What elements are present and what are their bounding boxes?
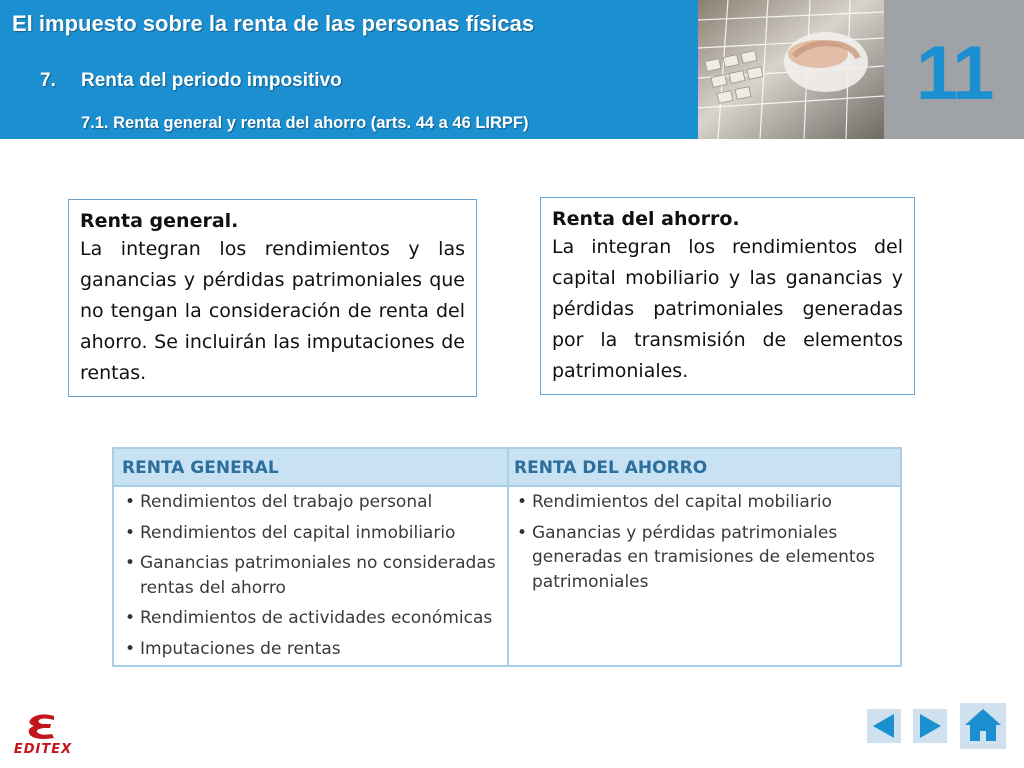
ahorro-items-list [514, 490, 892, 600]
list-item: • Imputaciones de rentas [122, 637, 502, 662]
triangle-right-icon [913, 709, 947, 743]
page-title: El impuesto sobre la renta de las personas físicas [12, 11, 535, 36]
renta-ahorro-title: Renta del ahorro. [552, 208, 740, 230]
home-button[interactable] [960, 703, 1006, 749]
list-item: • Rendimientos del trabajo personal [122, 490, 502, 515]
list-item: • Ganancias patrimoniales no consideradas rentas del ahorro [122, 551, 502, 600]
editex-logo [10, 712, 76, 760]
triangle-left-icon [867, 709, 901, 743]
renta-ahorro-box [540, 197, 915, 395]
table-header-ahorro: RENTA DEL AHORRO [514, 458, 708, 478]
list-item: • Rendimientos de actividades económicas [122, 606, 502, 631]
table-column-divider [507, 449, 509, 665]
section-heading [40, 70, 342, 92]
list-item: • Rendimientos del capital inmobiliario [122, 521, 502, 546]
table-header-general: RENTA GENERAL [122, 458, 279, 478]
keyboard-photo-art [698, 0, 884, 139]
editex-logo-icon [10, 712, 76, 742]
renta-general-box [68, 199, 477, 397]
list-item: • Ganancias y pérdidas patrimoniales generadas en tramisiones de elementos patrimoniales [514, 521, 892, 595]
logo-text: EDITEX [13, 742, 73, 757]
keyboard-photo [698, 0, 884, 139]
previous-slide-button[interactable] [867, 709, 901, 743]
renta-general-title: Renta general. [80, 210, 239, 232]
chapter-number: 11 [916, 31, 993, 116]
next-slide-button[interactable] [913, 709, 947, 743]
list-item: • Rendimientos del capital mobiliario [514, 490, 892, 515]
section-number: 7. [40, 70, 56, 91]
renta-general-text: La integran los rendimientos y las ganancias y pérdidas patrimoniales que no tengan la consideración de renta del ahorro. Se incluirán las imputaciones de rentas. [80, 238, 465, 384]
house-icon [960, 703, 1006, 749]
subsection-heading: 7.1. Renta general y renta del ahorro (arts. 44 a 46 LIRPF) [81, 114, 529, 132]
renta-ahorro-text: La integran los rendimientos del capital mobiliario y las ganancias y pérdidas patrimoniales generadas por la transmisión de elementos patrimoniales. [552, 236, 903, 382]
section-title: Renta del periodo impositivo [81, 70, 342, 91]
chapter-badge [884, 0, 1024, 139]
general-items-list [122, 490, 502, 667]
comparison-table [112, 447, 902, 667]
